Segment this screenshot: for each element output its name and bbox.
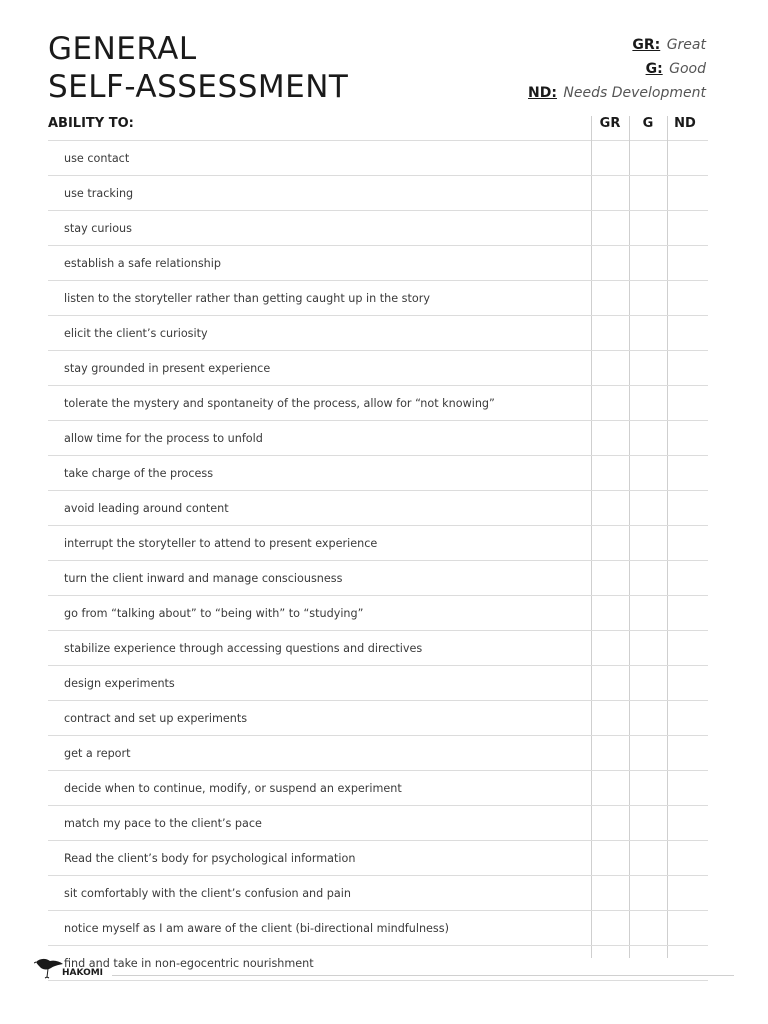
rating-cell-nd[interactable] <box>668 842 705 875</box>
rating-cell-nd[interactable] <box>668 737 705 770</box>
ability-label: allow time for the process to unfold <box>64 432 263 445</box>
rating-cell-gr[interactable] <box>592 562 629 595</box>
rating-cell-gr[interactable] <box>592 422 629 455</box>
ability-label: use tracking <box>64 187 134 200</box>
rating-cell-nd[interactable] <box>668 177 705 210</box>
title-line-1: GENERAL <box>48 31 197 67</box>
legend-item-great <box>528 33 706 57</box>
table-row <box>48 912 708 946</box>
table-row <box>48 317 708 351</box>
footer-divider <box>112 975 734 976</box>
ability-label: find and take in non-egocentric nourishment <box>64 957 314 970</box>
rating-cell-nd[interactable] <box>668 422 705 455</box>
table-row <box>48 667 708 701</box>
rating-cell-gr[interactable] <box>592 702 629 735</box>
rating-cell-g[interactable] <box>630 317 667 350</box>
rating-cell-gr[interactable] <box>592 282 629 315</box>
table-row <box>48 387 708 421</box>
rating-cell-g[interactable] <box>630 527 667 560</box>
assessment-table-body <box>48 142 708 982</box>
legend-item-needs-development <box>528 81 706 105</box>
rating-cell-nd[interactable] <box>668 247 705 280</box>
legend-abbr: G: <box>645 61 663 77</box>
rating-cell-gr[interactable] <box>592 772 629 805</box>
rating-cell-gr[interactable] <box>592 527 629 560</box>
ability-label: establish a safe relationship <box>64 257 221 270</box>
table-row <box>48 702 708 736</box>
rating-cell-gr[interactable] <box>592 807 629 840</box>
rating-cell-nd[interactable] <box>668 912 705 945</box>
table-row <box>48 212 708 246</box>
ability-label: sit comfortably with the client’s confusion and pain <box>64 887 351 900</box>
ability-label: interrupt the storyteller to attend to present experience <box>64 537 378 550</box>
rating-cell-g[interactable] <box>630 457 667 490</box>
ability-label: use contact <box>64 152 130 165</box>
rating-cell-nd[interactable] <box>668 212 705 245</box>
ability-label: Read the client’s body for psychological information <box>64 852 356 865</box>
rating-cell-g[interactable] <box>630 282 667 315</box>
rating-cell-nd[interactable] <box>668 877 705 910</box>
table-row <box>48 177 708 211</box>
rating-cell-gr[interactable] <box>592 317 629 350</box>
rating-legend <box>528 33 706 105</box>
rating-cell-nd[interactable] <box>668 562 705 595</box>
page-title <box>48 30 348 106</box>
rating-cell-gr[interactable] <box>592 842 629 875</box>
legend-def: Needs Development <box>563 85 706 101</box>
rating-cell-gr[interactable] <box>592 247 629 280</box>
rating-cell-g[interactable] <box>630 492 667 525</box>
rating-cell-g[interactable] <box>630 597 667 630</box>
rating-cell-nd[interactable] <box>668 702 705 735</box>
rating-cell-g[interactable] <box>630 877 667 910</box>
rating-cell-nd[interactable] <box>668 632 705 665</box>
rating-cell-g[interactable] <box>630 177 667 210</box>
rating-cell-gr[interactable] <box>592 177 629 210</box>
rating-cell-g[interactable] <box>630 842 667 875</box>
table-row <box>48 282 708 316</box>
rating-cell-g[interactable] <box>630 772 667 805</box>
rating-cell-gr[interactable] <box>592 667 629 700</box>
rating-cell-gr[interactable] <box>592 142 629 175</box>
ability-label: listen to the storyteller rather than getting caught up in the story <box>64 292 430 305</box>
table-row <box>48 562 708 596</box>
ability-label: decide when to continue, modify, or suspend an experiment <box>64 782 402 795</box>
rating-cell-gr[interactable] <box>592 877 629 910</box>
rating-cell-g[interactable] <box>630 352 667 385</box>
logo-text: HAKOMI <box>62 968 104 978</box>
legend-abbr: ND: <box>528 85 557 101</box>
table-row <box>48 142 708 176</box>
rating-cell-g[interactable] <box>630 737 667 770</box>
rating-cell-gr[interactable] <box>592 492 629 525</box>
rating-cell-nd[interactable] <box>668 282 705 315</box>
ability-label: avoid leading around content <box>64 502 229 515</box>
rating-cell-g[interactable] <box>630 387 667 420</box>
rating-cell-gr[interactable] <box>592 352 629 385</box>
rating-cell-nd[interactable] <box>668 527 705 560</box>
column-header-g: G <box>642 116 654 131</box>
ability-label: tolerate the mystery and spontaneity of the process, allow for “not knowing” <box>64 397 495 410</box>
table-row <box>48 247 708 281</box>
table-row <box>48 632 708 666</box>
ability-label: take charge of the process <box>64 467 214 480</box>
rating-cell-nd[interactable] <box>668 457 705 490</box>
table-row <box>48 422 708 456</box>
rating-cell-gr[interactable] <box>592 457 629 490</box>
table-row <box>48 492 708 526</box>
ability-label: notice myself as I am aware of the client (bi-directional mindfulness) <box>64 922 449 935</box>
ability-label: stay curious <box>64 222 132 235</box>
rating-cell-g[interactable] <box>630 667 667 700</box>
rating-cell-g[interactable] <box>630 142 667 175</box>
rating-cell-nd[interactable] <box>668 387 705 420</box>
rating-cell-gr[interactable] <box>592 912 629 945</box>
rating-cell-nd[interactable] <box>668 492 705 525</box>
ability-label: design experiments <box>64 677 175 690</box>
table-row <box>48 457 708 491</box>
title-line-2: SELF-ASSESSMENT <box>48 69 349 105</box>
rating-cell-nd[interactable] <box>668 317 705 350</box>
ability-label: contract and set up experiments <box>64 712 248 725</box>
ability-label: match my pace to the client’s pace <box>64 817 262 830</box>
rating-cell-nd[interactable] <box>668 597 705 630</box>
rating-cell-g[interactable] <box>630 702 667 735</box>
rating-cell-g[interactable] <box>630 422 667 455</box>
legend-def: Great <box>666 37 706 53</box>
rating-cell-gr[interactable] <box>592 632 629 665</box>
rating-cell-gr[interactable] <box>592 387 629 420</box>
table-row <box>48 352 708 386</box>
ability-label: get a report <box>64 747 131 760</box>
column-header-nd: ND <box>674 116 696 131</box>
rating-cell-gr[interactable] <box>592 737 629 770</box>
rating-cell-gr[interactable] <box>592 597 629 630</box>
rating-cell-g[interactable] <box>630 247 667 280</box>
ability-label: stabilize experience through accessing questions and directives <box>64 642 423 655</box>
rating-cell-g[interactable] <box>630 912 667 945</box>
rating-cell-g[interactable] <box>630 632 667 665</box>
rating-cell-nd[interactable] <box>668 667 705 700</box>
table-row <box>48 877 708 911</box>
table-row <box>48 772 708 806</box>
ability-label: stay grounded in present experience <box>64 362 271 375</box>
legend-item-good <box>528 57 706 81</box>
legend-def: Good <box>669 61 706 77</box>
table-row <box>48 737 708 771</box>
rating-cell-g[interactable] <box>630 562 667 595</box>
rating-cell-g[interactable] <box>630 807 667 840</box>
ability-label: go from “talking about” to “being with” to “studying” <box>64 607 364 620</box>
table-header <box>48 112 708 141</box>
table-row <box>48 597 708 631</box>
rating-cell-g[interactable] <box>630 212 667 245</box>
table-row <box>48 807 708 841</box>
ability-header: ABILITY TO: <box>48 116 134 131</box>
ability-label: elicit the client’s curiosity <box>64 327 208 340</box>
ability-label: turn the client inward and manage consciousness <box>64 572 343 585</box>
rating-cell-nd[interactable] <box>668 772 705 805</box>
rating-cell-nd[interactable] <box>668 142 705 175</box>
column-header-gr: GR <box>599 116 621 131</box>
rating-cell-nd[interactable] <box>668 352 705 385</box>
rating-cell-nd[interactable] <box>668 807 705 840</box>
legend-abbr: GR: <box>632 37 661 53</box>
rating-cell-gr[interactable] <box>592 212 629 245</box>
table-row <box>48 527 708 561</box>
table-row <box>48 842 708 876</box>
